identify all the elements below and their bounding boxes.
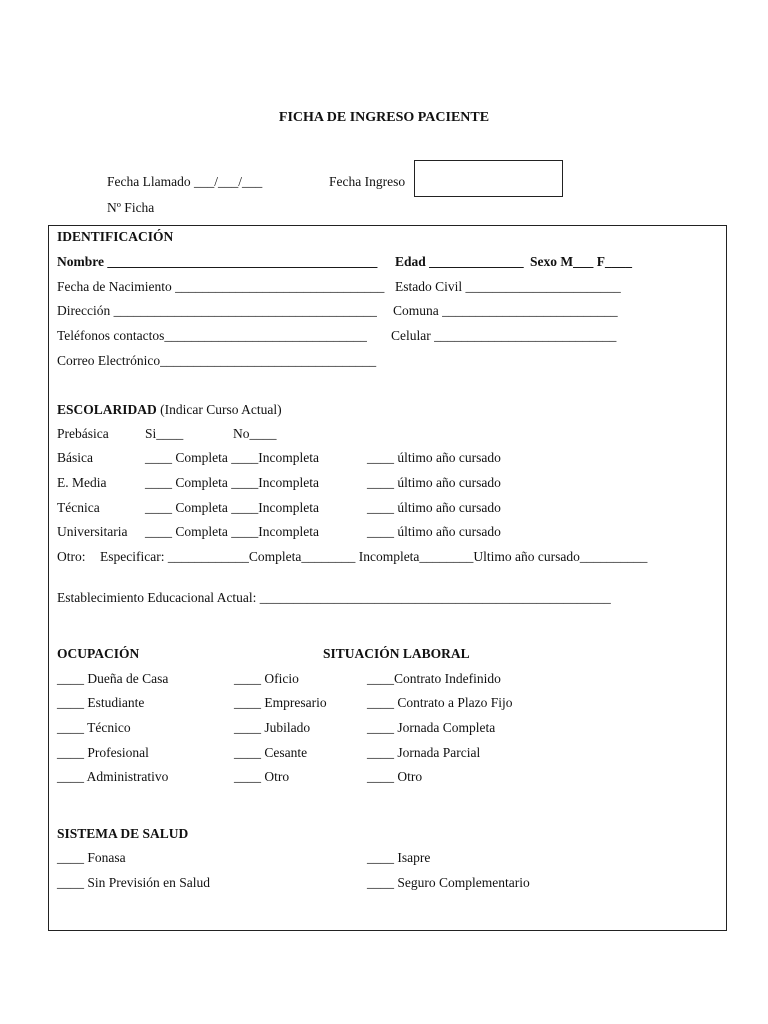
establecimiento-field[interactable]: Establecimiento Educacional Actual: ____________________________________________________ [57, 590, 611, 605]
ocupacion-item[interactable]: ____ Estudiante [57, 695, 145, 710]
fecha-ingreso-label: Fecha Ingreso [329, 174, 406, 189]
basica-ultimo-field[interactable]: ____ último año cursado [367, 450, 501, 465]
tecnica-completa-field[interactable]: ____ Completa ____Incompleta [145, 500, 319, 515]
tecnica-label: Técnica [57, 500, 100, 515]
ocupacion-item[interactable]: ____ Administrativo [57, 769, 169, 784]
situacion-laboral-heading: SITUACIÓN LABORAL [323, 646, 470, 661]
fecha-ingreso-box[interactable] [414, 160, 563, 197]
situacion-item[interactable]: ____ Jornada Parcial [367, 745, 481, 760]
ocupacion-item[interactable]: ____ Dueña de Casa [57, 671, 169, 686]
prebasica-label: Prebásica [57, 426, 109, 441]
situacion-item[interactable]: ____ Otro [367, 769, 423, 784]
tecnica-ultimo-field[interactable]: ____ último año cursado [367, 500, 501, 515]
ocupacion-item[interactable]: ____ Técnico [57, 720, 131, 735]
salud-item[interactable]: ____ Seguro Complementario [367, 875, 530, 890]
salud-item[interactable]: ____ Isapre [367, 850, 431, 865]
celular-field[interactable]: Celular ___________________________ [391, 328, 617, 343]
situacion-item[interactable]: ____Contrato Indefinido [367, 671, 501, 686]
ocupacion-item[interactable]: ____ Profesional [57, 745, 149, 760]
ocupacion-item[interactable]: ____ Cesante [234, 745, 308, 760]
basica-completa-field[interactable]: ____ Completa ____Incompleta [145, 450, 319, 465]
ocupacion-item[interactable]: ____ Jubilado [234, 720, 311, 735]
page-title: FICHA DE INGRESO PACIENTE [278, 110, 490, 125]
fecha-llamado-field[interactable]: Fecha Llamado ___/___/___ [107, 174, 263, 189]
telefonos-field[interactable]: Teléfonos contactos______________________________ [57, 328, 367, 343]
otro-especificar-field[interactable]: Especificar: ____________Completa________ Incompleta________Ultimo año cursado__________ [100, 549, 648, 564]
salud-heading: SISTEMA DE SALUD [57, 826, 189, 841]
escolaridad-heading: ESCOLARIDAD [57, 402, 157, 417]
universitaria-label: Universitaria [57, 524, 128, 539]
n-ficha-label: Nº Ficha [107, 200, 155, 215]
prebasica-si-field[interactable]: Si____ [145, 426, 184, 441]
direccion-field[interactable]: Dirección _______________________________________ [57, 303, 377, 318]
basica-label: Básica [57, 450, 93, 465]
comuna-field[interactable]: Comuna __________________________ [393, 303, 618, 318]
salud-item[interactable]: ____ Fonasa [57, 850, 126, 865]
ocupacion-item[interactable]: ____ Oficio [234, 671, 299, 686]
prebasica-no-field[interactable]: No____ [233, 426, 277, 441]
universitaria-ultimo-field[interactable]: ____ último año cursado [367, 524, 501, 539]
fecha-nacimiento-field[interactable]: Fecha de Nacimiento _______________________________ [57, 279, 385, 294]
correo-field[interactable]: Correo Electrónico________________________________ [57, 353, 377, 368]
sexo-field[interactable]: Sexo M___ F____ [530, 254, 632, 269]
ocupacion-heading: OCUPACIÓN [57, 646, 140, 661]
estado-civil-field[interactable]: Estado Civil _______________________ [395, 279, 621, 294]
identificacion-heading: IDENTIFICACIÓN [57, 229, 174, 244]
escolaridad-note: (Indicar Curso Actual) [156, 402, 282, 417]
media-ultimo-field[interactable]: ____ último año cursado [367, 475, 501, 490]
media-completa-field[interactable]: ____ Completa ____Incompleta [145, 475, 319, 490]
ocupacion-item[interactable]: ____ Otro [234, 769, 290, 784]
salud-item[interactable]: ____ Sin Previsión en Salud [57, 875, 211, 890]
universitaria-completa-field[interactable]: ____ Completa ____Incompleta [145, 524, 319, 539]
situacion-item[interactable]: ____ Jornada Completa [367, 720, 496, 735]
escolaridad-heading-line [57, 402, 282, 418]
edad-field[interactable]: Edad ______________ [395, 254, 528, 269]
ocupacion-item[interactable]: ____ Empresario [234, 695, 327, 710]
nombre-field[interactable]: Nombre ________________________________________ [57, 254, 381, 269]
situacion-item[interactable]: ____ Contrato a Plazo Fijo [367, 695, 513, 710]
otro-label: Otro: [57, 549, 86, 564]
media-label: E. Media [57, 475, 107, 490]
